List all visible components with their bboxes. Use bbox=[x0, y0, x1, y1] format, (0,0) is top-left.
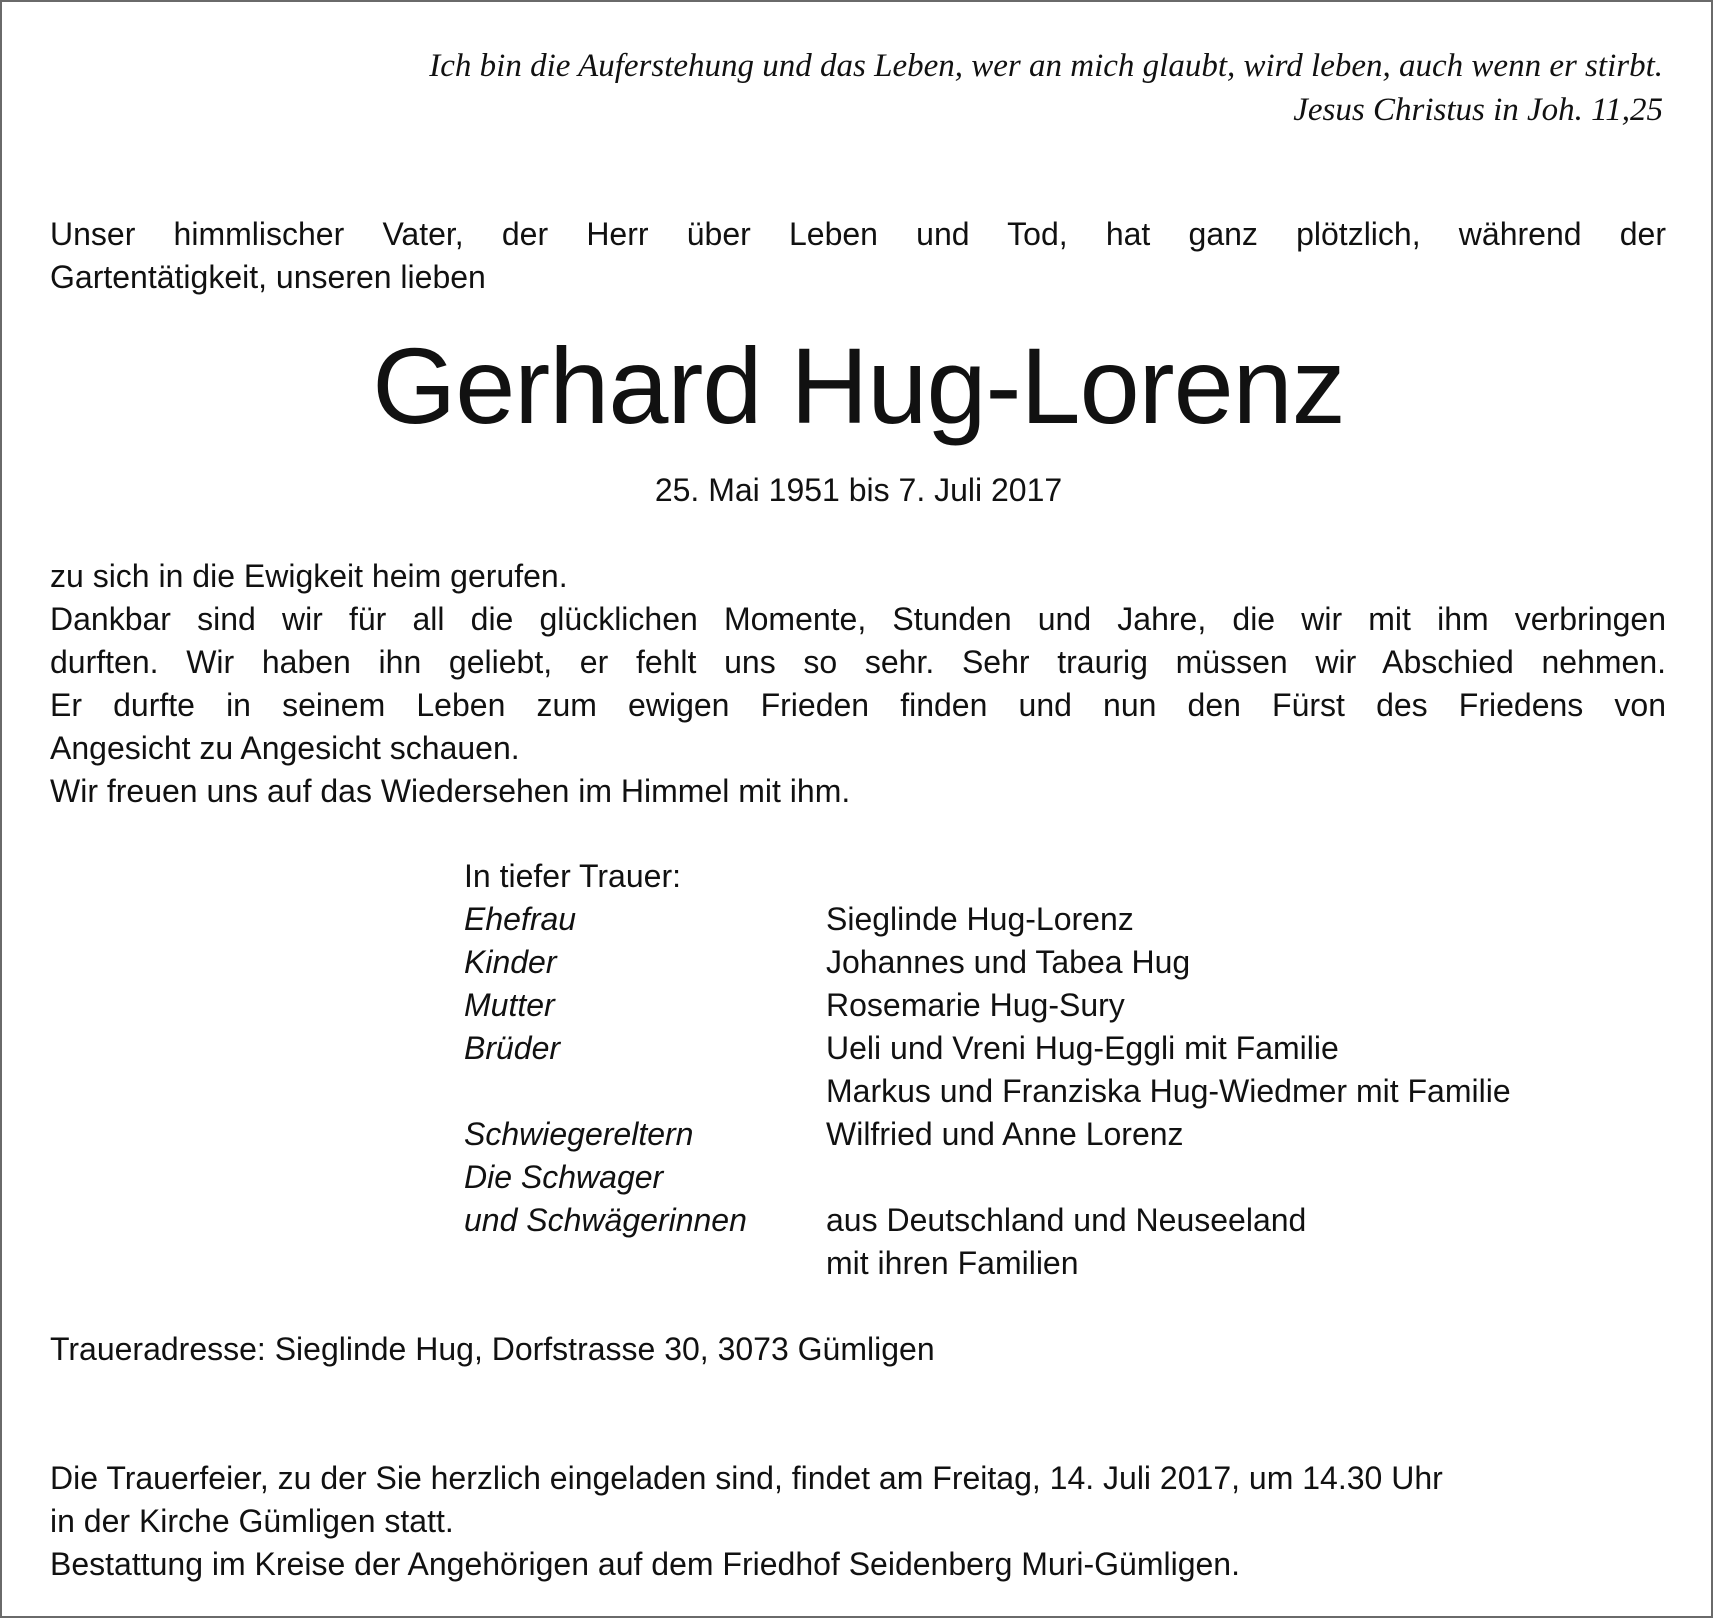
mourners-heading: In tiefer Trauer: bbox=[464, 858, 681, 894]
funeral-paragraph bbox=[50, 1457, 1666, 1586]
bible-quote bbox=[103, 44, 1663, 132]
mourner-role bbox=[464, 1242, 826, 1285]
mourner-names: Sieglinde Hug-Lorenz bbox=[826, 901, 1134, 937]
mourner-names: Johannes und Tabea Hug bbox=[826, 944, 1191, 980]
mourner-names: Rosemarie Hug-Sury bbox=[826, 987, 1125, 1023]
mourner-names: Ueli und Vreni Hug-Eggli mit Familie bbox=[826, 1030, 1339, 1066]
mourner-names: mit ihren Familien bbox=[826, 1245, 1079, 1281]
funeral-line: Die Trauerfeier, zu der Sie herzlich eingeladen sind, findet am Freitag, 14. Juli 2017, um 14.30 Uhr bbox=[50, 1460, 1443, 1496]
intro-paragraph bbox=[50, 213, 1666, 299]
mourner-role: Die Schwager bbox=[464, 1159, 664, 1195]
mourner-role: Brüder bbox=[464, 1030, 561, 1066]
mourner-names: Wilfried und Anne Lorenz bbox=[826, 1116, 1184, 1152]
mourner-row bbox=[464, 1070, 1664, 1113]
mourning-address: Traueradresse: Sieglinde Hug, Dorfstrasse 30, 3073 Gümligen bbox=[50, 1331, 935, 1367]
mourner-row bbox=[464, 898, 1664, 941]
funeral-line: in der Kirche Gümligen statt. bbox=[50, 1503, 454, 1539]
mourner-role: Mutter bbox=[464, 987, 555, 1023]
mourner-role: und Schwägerinnen bbox=[464, 1202, 747, 1238]
mourner-row bbox=[464, 1199, 1664, 1242]
deceased-name: Gerhard Hug-Lorenz bbox=[372, 325, 1345, 446]
body-line: zu sich in die Ewigkeit heim gerufen. bbox=[50, 558, 568, 594]
mourner-row bbox=[464, 1027, 1664, 1070]
mourner-names: aus Deutschland und Neuseeland bbox=[826, 1202, 1307, 1238]
mourner-row bbox=[464, 984, 1664, 1027]
quote-source: Jesus Christus in Joh. 11,25 bbox=[1293, 92, 1663, 128]
intro-line: Unser himmlischer Vater, der Herr über Leben und Tod, hat ganz plötzlich, während der bbox=[50, 216, 1666, 252]
body-line: durften. Wir haben ihn geliebt, er fehlt uns so sehr. Sehr traurig müssen wir Abschied nehmen. bbox=[50, 644, 1666, 680]
mourner-role: Schwiegereltern bbox=[464, 1116, 694, 1152]
mourner-role: Ehefrau bbox=[464, 901, 577, 937]
body-line: Wir freuen uns auf das Wiedersehen im Himmel mit ihm. bbox=[50, 773, 851, 809]
body-line: Angesicht zu Angesicht schauen. bbox=[50, 730, 520, 766]
body-line: Dankbar sind wir für all die glücklichen Momente, Stunden und Jahre, die wir mit ihm verbringen bbox=[50, 601, 1666, 637]
funeral-line: Bestattung im Kreise der Angehörigen auf dem Friedhof Seidenberg Muri-Gümligen. bbox=[50, 1546, 1240, 1582]
intro-line: Gartentätigkeit, unseren lieben bbox=[50, 259, 486, 295]
mourner-role: Kinder bbox=[464, 944, 557, 980]
mourner-row bbox=[464, 1156, 1664, 1199]
mourner-names: Markus und Franziska Hug-Wiedmer mit Familie bbox=[826, 1073, 1511, 1109]
mourner-row bbox=[464, 941, 1664, 984]
mourners-list bbox=[464, 855, 1664, 1285]
body-paragraph bbox=[50, 555, 1666, 813]
quote-text: Ich bin die Auferstehung und das Leben, wer an mich glaubt, wird leben, auch wenn er stirbt. bbox=[429, 48, 1663, 84]
mourner-role bbox=[464, 1070, 826, 1113]
life-dates: 25. Mai 1951 bis 7. Juli 2017 bbox=[654, 472, 1063, 508]
mourner-row bbox=[464, 1113, 1664, 1156]
mourner-row bbox=[464, 1242, 1664, 1285]
body-line: Er durfte in seinem Leben zum ewigen Frieden finden und nun den Fürst des Friedens von bbox=[50, 687, 1666, 723]
